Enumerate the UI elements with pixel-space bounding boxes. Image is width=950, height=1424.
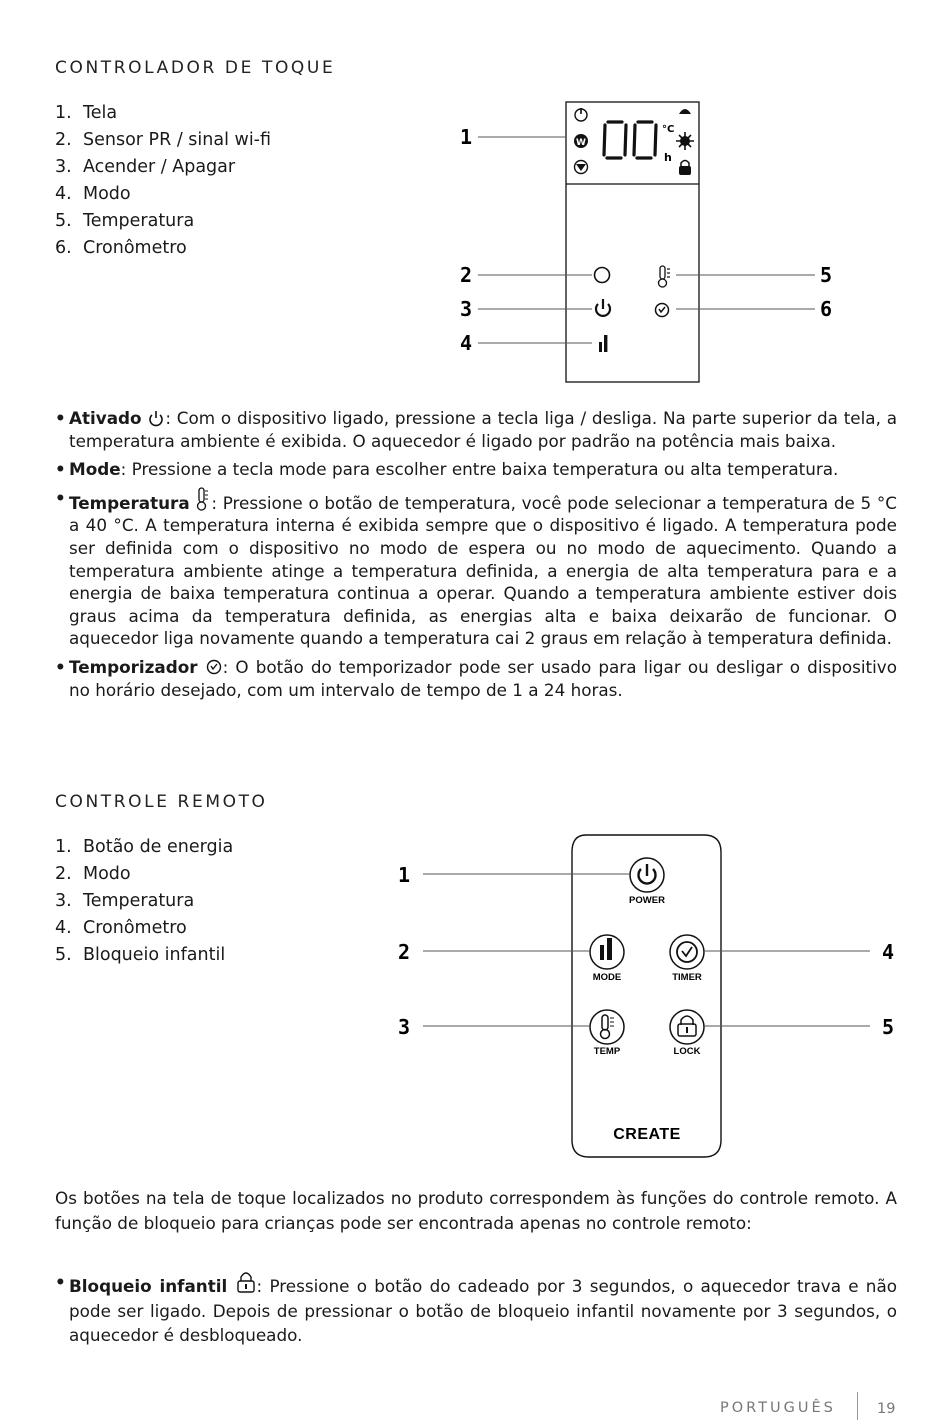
display-high-heat-icon bbox=[676, 132, 694, 150]
bullet-temperatura: • Temperatura : Pressione o botão de temperatura, você pode selecionar a temperatura de 5 °C a 40 °C. A temperatura interna é exibida sempre que o dispositivo é ligado. A temperatura pode ser definida com o dispositivo no modo de espera ou no modo de aquecimento. Quando a temperatura ambiente atinge a temperatura definida, a energia de alta temperatura para e a energia de baixa temperatura continua a operar. Quando a temperatura ambiente estiver dois graus acima da temperatura definida, as energias alta e baixa deixarão de funcionar. O aquecedor liga novamente quando a temperatura cai 2 graus em relação à temperatura definida. bbox=[55, 487, 897, 649]
touch-section-title: CONTROLADOR DE TOQUE bbox=[55, 58, 336, 78]
remote-temp-button bbox=[590, 1010, 624, 1044]
sensor-circle-icon bbox=[595, 268, 610, 283]
power-label: POWER bbox=[629, 895, 665, 906]
callout-6: 6 bbox=[820, 297, 833, 321]
timer-icon bbox=[205, 658, 223, 676]
remote-callout-5: 5 bbox=[882, 1015, 895, 1039]
lock-label: LOCK bbox=[673, 1046, 701, 1057]
list-item: 6. Cronômetro bbox=[55, 238, 187, 258]
lock-icon bbox=[235, 1270, 257, 1294]
remote-control-diagram bbox=[390, 830, 910, 1165]
remote-power-button bbox=[630, 858, 664, 892]
remote-section-title: CONTROLE REMOTO bbox=[55, 792, 268, 812]
list-item: 1. Botão de energia bbox=[55, 837, 234, 857]
display-power-icon bbox=[575, 108, 587, 121]
thermometer-icon bbox=[195, 487, 211, 511]
list-item: 4. Cronômetro bbox=[55, 918, 187, 938]
bullet-temporizador: • Temporizador : O botão do temporizador pode ser usado para ligar ou desligar o dispositivo no horário desejado, com um intervalo de tempo de 1 a 24 horas. bbox=[55, 656, 897, 700]
display-lock-icon bbox=[679, 161, 691, 176]
list-item: 5. Bloqueio infantil bbox=[55, 945, 226, 965]
bullet-bloqueio-infantil: • Bloqueio infantil : Pressione o botão do cadeado por 3 segundos, o aquecedor trava e não pode ser ligado. Depois de pressionar o botão de bloqueio infantil novamente por 3 segundos, o aquecedor é desbloqueado. bbox=[55, 1272, 897, 1345]
display-fan-icon bbox=[575, 161, 588, 174]
list-item: 3. Acender / Apagar bbox=[55, 157, 236, 177]
touch-timer-icon bbox=[656, 304, 669, 317]
display-wifi-w-icon bbox=[574, 134, 588, 148]
remote-lock-button bbox=[670, 1010, 704, 1044]
list-item: 5. Temperatura bbox=[55, 211, 195, 231]
child-lock-description bbox=[55, 1270, 897, 1354]
remote-callout-1: 1 bbox=[398, 863, 411, 887]
touch-function-descriptions bbox=[55, 407, 897, 707]
display-unit-h: h bbox=[664, 151, 672, 164]
touch-thermometer-icon bbox=[659, 266, 671, 287]
power-icon bbox=[147, 410, 165, 427]
remote-callout-2: 2 bbox=[398, 940, 411, 964]
bullet-ativado: • Ativado : Com o dispositivo ligado, pressione a tecla liga / desliga. Na parte superior da tela, a temperatura ambiente é exibida. O aquecedor é ligado por padrão na potência mais baixa. bbox=[55, 408, 897, 451]
list-item: 4. Modo bbox=[55, 184, 131, 204]
callout-2: 2 bbox=[460, 263, 473, 287]
timer-label: TIMER bbox=[672, 972, 702, 983]
list-item: 2. Modo bbox=[55, 864, 131, 884]
touch-legend-list bbox=[55, 100, 355, 262]
touch-mode-icon bbox=[599, 335, 607, 352]
display-low-heat-icon bbox=[679, 109, 691, 114]
remote-timer-button bbox=[670, 935, 704, 969]
list-item: 2. Sensor PR / sinal wi-fi bbox=[55, 130, 272, 150]
remote-callout-3: 3 bbox=[398, 1015, 411, 1039]
callout-1: 1 bbox=[460, 125, 473, 149]
callout-4: 4 bbox=[460, 331, 473, 355]
remote-correspondence-paragraph: Os botões na tela de toque localizados no produto correspondem às funções do controle remoto. A função de bloqueio para crianças pode ser encontrada apenas no controle remoto: bbox=[55, 1188, 897, 1233]
touch-panel-diagram bbox=[440, 95, 860, 390]
page-number: 19 bbox=[877, 1401, 896, 1417]
callout-5: 5 bbox=[820, 263, 833, 287]
callout-3: 3 bbox=[460, 297, 473, 321]
remote-mode-button bbox=[590, 935, 624, 969]
display-digits bbox=[604, 122, 656, 158]
footer-divider bbox=[857, 1392, 858, 1420]
touch-power-icon bbox=[596, 299, 610, 316]
svg-text:W: W bbox=[576, 138, 586, 148]
footer-language: PORTUGUÊS bbox=[720, 1400, 836, 1416]
remote-legend-list bbox=[55, 834, 355, 969]
list-item: 3. Temperatura bbox=[55, 891, 195, 911]
list-item: 1. Tela bbox=[55, 103, 118, 123]
bullet-mode: • Mode: Pressione a tecla mode para escolher entre baixa temperatura ou alta temperatura. bbox=[55, 459, 839, 480]
mode-label: MODE bbox=[592, 972, 622, 983]
remote-callout-4: 4 bbox=[882, 940, 895, 964]
brand-logo: CREATE bbox=[613, 1126, 681, 1143]
temp-label: TEMP bbox=[593, 1046, 621, 1057]
display-unit-c: °C bbox=[662, 124, 675, 135]
